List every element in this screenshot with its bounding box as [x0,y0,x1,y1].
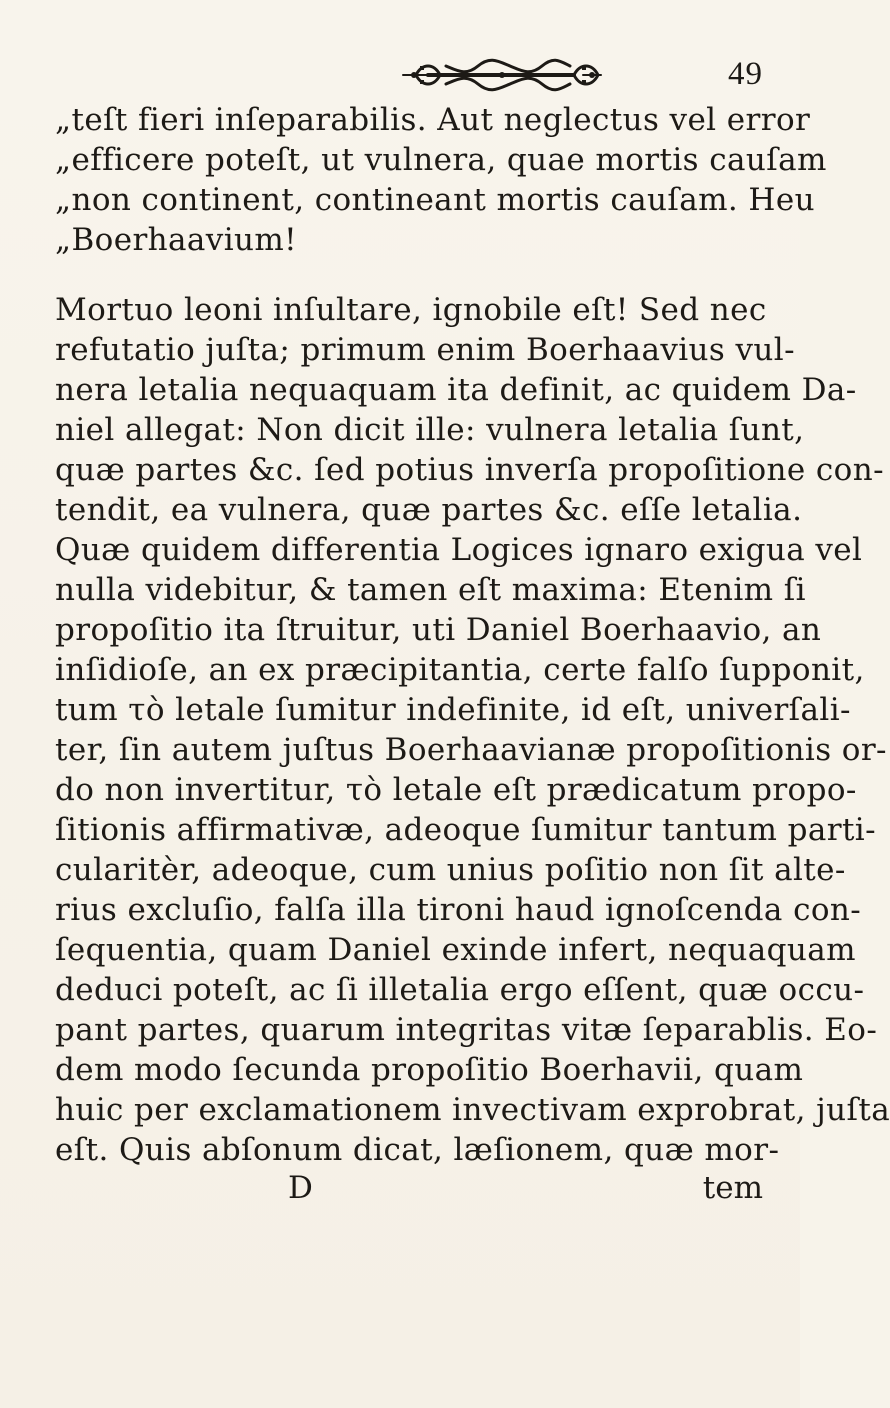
text-line: ſequentia, quam Daniel exinde infert, nequaquam [55,932,856,968]
text-line: do non invertitur, τὸ letale eſt prædicatum propo- [55,772,857,808]
text-line: „efficere poteſt, ut vulnera, quae mortis cauſam [55,142,827,178]
text-line: ſitionis affirmativæ, adeoque ſumitur tantum parti- [55,812,876,848]
signature-mark: D [288,1170,313,1206]
text-line: niel allegat: Non dicit ille: vulnera letalia ſunt, [55,412,805,448]
text-line: Mortuo leoni inſultare, ignobile eſt! Sed nec [55,292,767,328]
text-line: „teſt fieri inſeparabilis. Aut neglectus vel error [55,102,811,138]
text-line: refutatio juſta; primum enim Boerhaavius vul- [55,332,795,368]
text-line: propoſitio ita ſtruitur, uti Daniel Boerhaavio, an [55,612,822,648]
text-line: tendit, ea vulnera, quæ partes &c. eſſe letalia. [55,492,803,528]
text-line: eſt. Quis abſonum dicat, læſionem, quæ mor- [55,1132,780,1168]
text-line: pant partes, quarum integritas vitæ ſeparablis. Eo- [55,1012,878,1048]
text-line: tum τὸ letale ſumitur indefinite, id eſt, univerſali- [55,692,851,728]
text-line: inſidioſe, an ex præcipitantia, certe falſo ſupponit, [55,652,865,688]
page-number: 49 [728,56,763,92]
decorative-ornament-icon [398,58,606,92]
text-line: deduci poteſt, ac ſi illetalia ergo eſſent, quæ occu- [55,972,865,1008]
text-line: dem modo ſecunda propoſitio Boerhavii, quam [55,1052,804,1088]
text-line: cularitèr, adeoque, cum unius poſitio non ſit alte- [55,852,846,888]
text-line: quæ partes &c. ſed potius inverſa propoſitione con- [55,452,884,488]
page-header [0,58,800,98]
text-line: huic per exclamationem invectivam exprobrat, juſta [55,1092,890,1128]
catchword: tem [702,1170,763,1206]
text-line: nulla videbitur, & tamen eſt maxima: Etenim ſi [55,572,806,608]
text-line: „non continent, contineant mortis cauſam. Heu [55,182,815,218]
text-line: nera letalia nequaquam ita definit, ac quidem Da- [55,372,857,408]
footer-line [55,1170,763,1210]
text-line: ter, ſin autem juſtus Boerhaavianæ propoſitionis or- [55,732,887,768]
text-line: „Boerhaavium! [55,222,298,258]
text-line: Quæ quidem differentia Logices ignaro exigua vel [55,532,863,568]
text-line: rius excluſio, falſa illa tironi haud ignoſcenda con- [55,892,862,928]
